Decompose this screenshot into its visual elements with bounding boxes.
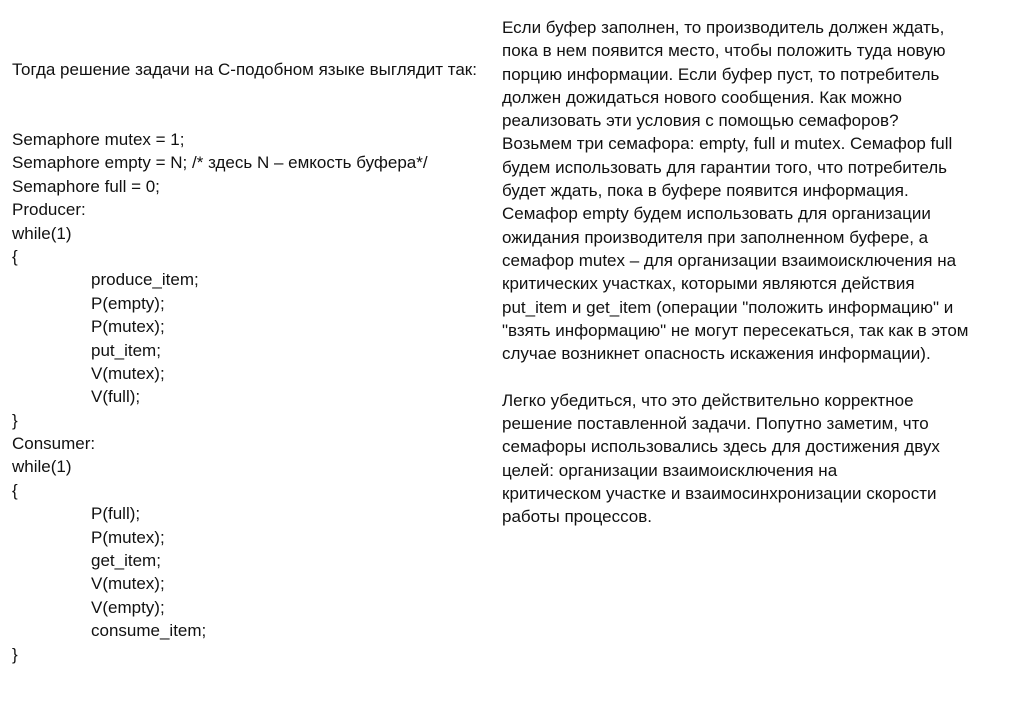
code-line: Semaphore mutex = 1;: [12, 130, 185, 150]
paragraph-line: Возьмем три семафора: empty, full и mutex. Семафор full: [502, 134, 953, 154]
code-line: V(empty);: [91, 597, 165, 617]
paragraph-line: Легко убедиться, что это действительно корректное: [502, 390, 914, 410]
code-line: while(1): [12, 457, 72, 477]
paragraph-line: работы процессов.: [502, 507, 652, 527]
code-line: }: [12, 410, 18, 430]
paragraph-line: случае возникнет опасность искажения информации).: [502, 344, 931, 364]
paragraph-line: семафоры использовались здесь для достижения двух: [502, 437, 940, 457]
paragraph-line: "взять информацию" не могут пересекаться, так как в этом: [502, 320, 969, 340]
paragraph-line: целей: организации взаимоисключения на: [502, 460, 838, 480]
code-line: P(mutex);: [91, 317, 165, 337]
code-line: consume_item;: [91, 621, 207, 641]
paragraph-gap: [502, 365, 1012, 388]
code-line: while(1): [12, 223, 72, 243]
code-line: Semaphore full = 0;: [12, 176, 160, 196]
paragraph-line: семафор mutex – для организации взаимоисключения на: [502, 250, 957, 270]
code-line: produce_item;: [91, 270, 199, 290]
code-line: V(full);: [91, 387, 141, 407]
code-line: V(mutex);: [91, 363, 165, 383]
explanation-paragraph-2: [502, 389, 1012, 529]
code-line: }: [12, 644, 18, 664]
explanation-column: [502, 16, 1012, 529]
paragraph-line: put_item и get_item (операции "положить информацию" и: [502, 297, 954, 317]
paragraph-line: Если буфер заполнен, то производитель должен ждать,: [502, 18, 945, 37]
paragraph-line: должен дожидаться нового сообщения. Как можно: [502, 87, 902, 107]
code-column: [12, 11, 504, 713]
code-line: get_item;: [91, 551, 161, 571]
code-line: {: [12, 480, 18, 500]
code-line: V(mutex);: [91, 574, 165, 594]
code-line: P(mutex);: [91, 527, 165, 547]
code-listing: [12, 128, 504, 666]
paragraph-line: критических участках, которыми являются действия: [502, 274, 915, 294]
explanation-paragraph-1: [502, 16, 1012, 365]
paragraph-line: будем использовать для гарантии того, что потребитель: [502, 157, 948, 177]
code-line: P(full);: [91, 504, 141, 524]
paragraph-line: будет ждать, пока в буфере появится информация.: [502, 181, 909, 201]
code-line: P(empty);: [91, 293, 165, 313]
paragraph-line: реализовать эти условия с помощью семафоров?: [502, 111, 899, 131]
code-line: {: [12, 246, 18, 266]
intro-line: Тогда решение задачи на С-подобном языке выглядит так:: [12, 59, 477, 79]
code-line: put_item;: [91, 340, 161, 360]
paragraph-line: Семафор empty будем использовать для организации: [502, 204, 931, 224]
paragraph-line: решение поставленной задачи. Попутно заметим, что: [502, 414, 929, 434]
paragraph-line: критическом участке и взаимосинхронизации скорости: [502, 483, 937, 503]
paragraph-line: порцию информации. Если буфер пуст, то потребитель: [502, 64, 940, 84]
code-line: Consumer:: [12, 434, 96, 454]
code-line: Semaphore empty = N; /* здесь N – емкость буфера*/: [12, 153, 428, 173]
paragraph-line: ожидания производителя при заполненном буфере, а: [502, 227, 929, 247]
code-line: Producer:: [12, 200, 86, 220]
paragraph-line: пока в нем появится место, чтобы положить туда новую: [502, 41, 946, 61]
